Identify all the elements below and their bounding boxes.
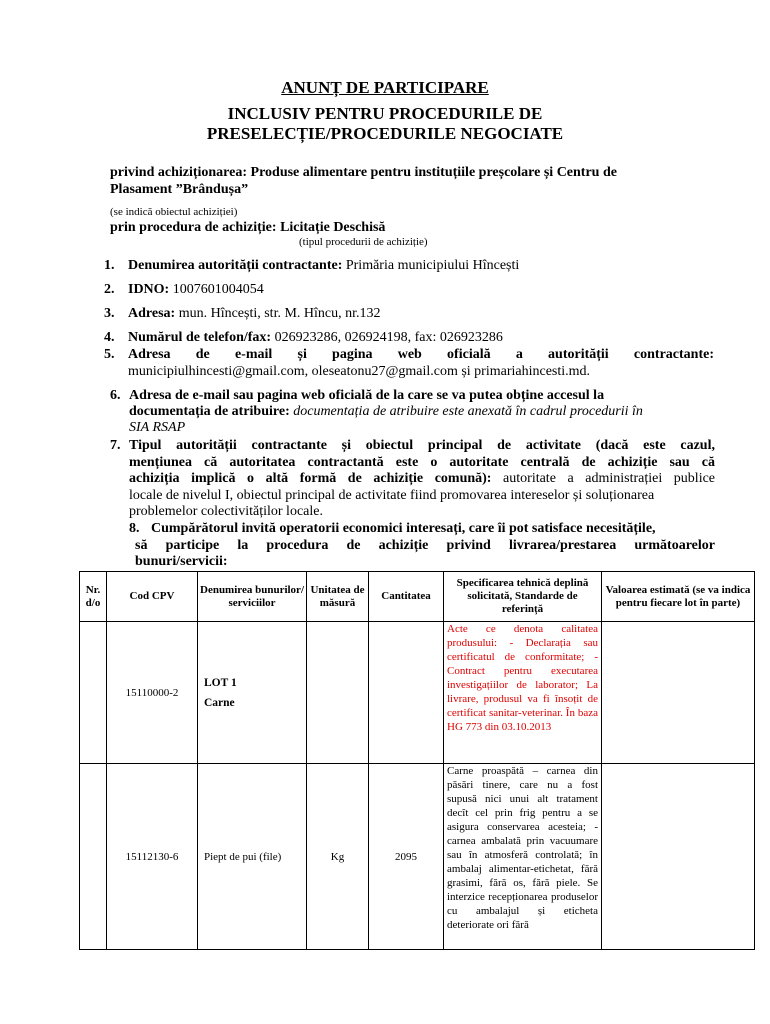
item-1-value: Primăria municipiului Hîncești bbox=[345, 258, 520, 273]
row-1-lot: LOT 1 bbox=[204, 676, 237, 689]
header-qty: Cantitatea bbox=[369, 572, 444, 622]
item-2-number: 2. bbox=[104, 282, 115, 297]
row-1-value bbox=[602, 622, 755, 764]
items-table bbox=[79, 571, 755, 950]
item-5-number: 5. bbox=[104, 347, 115, 362]
procedure-label: prin procedura de achiziție: bbox=[110, 220, 277, 235]
item-7-label-1: Tipul autorității contractante și obiectul principal de activitate (dacă este cazul, bbox=[129, 438, 715, 453]
item-4-value: 026923286, 026924198, fax: 026923286 bbox=[274, 330, 503, 345]
procedure-note: (tipul procedurii de achiziție) bbox=[299, 236, 428, 248]
header-unit: Unitatea de măsură bbox=[307, 572, 369, 622]
item-7-value-2: locale de nivelul I, obiectul principal de activitate fiind promovarea intereselor și soluționarea bbox=[129, 488, 655, 503]
item-5-label: Adresa de e-mail și pagina web oficială a autorității contractante: bbox=[128, 347, 714, 362]
page-subtitle-1: INCLUSIV PENTRU PROCEDURILE DE bbox=[227, 104, 543, 123]
item-7-value-1: autoritate a administrației publice bbox=[503, 471, 716, 486]
header-name: Denumirea bunurilor/ serviciilor bbox=[198, 572, 307, 622]
item-6-value-2: SIA RSAP bbox=[129, 420, 186, 435]
page-title: ANUNȚ DE PARTICIPARE bbox=[281, 78, 489, 97]
header-nr: Nr. d/o bbox=[80, 572, 107, 622]
row-2-value bbox=[602, 764, 755, 950]
item-8-label-2: să participe la procedura de achiziție privind livrarea/prestarea următoarelor bbox=[135, 538, 715, 553]
row-2-qty: 2095 bbox=[369, 764, 444, 950]
item-7-label-3: achiziția implică o altă formă de achiziție comună): bbox=[129, 471, 492, 486]
row-1-qty bbox=[369, 622, 444, 764]
object-line-1: privind achiziționarea: Produse alimentare pentru instituțiile preșcolare și Centru de bbox=[110, 165, 617, 180]
header-spec: Specificarea tehnică deplină solicitată, Standarde de referință bbox=[444, 572, 602, 622]
item-2-label: IDNO: bbox=[128, 282, 170, 297]
row-1-cpv: 15110000-2 bbox=[107, 622, 198, 764]
item-1 bbox=[128, 258, 519, 274]
item-4-label: Numărul de telefon/fax: bbox=[128, 330, 272, 345]
table-header-row bbox=[80, 572, 755, 622]
row-2-nr bbox=[80, 764, 107, 950]
item-3-value: mun. Hîncești, str. M. Hîncu, nr.132 bbox=[178, 306, 381, 321]
procedure-line bbox=[110, 220, 385, 236]
item-6-number: 6. bbox=[110, 388, 121, 403]
row-1-name bbox=[198, 622, 307, 764]
page-subtitle-2: PRESELECȚIE/PROCEDURILE NEGOCIATE bbox=[206, 124, 564, 143]
item-7-label-2: mențiunea că autoritatea contractantă este o autoritate centrală de achiziție sau că bbox=[129, 455, 715, 470]
object-note: (se indică obiectul achiziției) bbox=[110, 206, 238, 218]
item-8-label-3: bunuri/servicii: bbox=[135, 554, 228, 569]
item-8-number: 8. bbox=[129, 521, 140, 536]
table-row bbox=[80, 764, 755, 950]
table-row bbox=[80, 622, 755, 764]
row-2-spec: Carne proaspătă – carnea din păsări tinere, care nu a fost supusă nici unui alt tratament decît cel prin frig pentru a se asigura conservarea acesteia; - carnea ambalată prin vacuumare sau în atmosferă controlată; în ambalaj alimentar-etichetat, fără grasimi, fără os, fără piele. Se interzice recepționarea produselor cu ambalajul și eticheta deteriorate ori fără bbox=[444, 764, 602, 950]
item-3-number: 3. bbox=[104, 306, 115, 321]
item-6-label-2: documentația de atribuire: bbox=[129, 404, 290, 419]
item-6-label-1: Adresa de e-mail sau pagina web oficială de la care se va putea obține accesul la bbox=[129, 388, 605, 403]
row-2-unit: Kg bbox=[307, 764, 369, 950]
item-1-number: 1. bbox=[104, 258, 115, 273]
row-2-cpv: 15112130-6 bbox=[107, 764, 198, 950]
item-6-line-2 bbox=[129, 404, 643, 420]
row-1-nr bbox=[80, 622, 107, 764]
item-7-value-3: problemelor colectivităților locale. bbox=[129, 504, 323, 519]
item-4 bbox=[128, 330, 503, 346]
row-1-category: Carne bbox=[204, 696, 235, 709]
header-value: Valoarea estimată (se va indica pentru fiecare lot în parte) bbox=[602, 572, 755, 622]
item-7-number: 7. bbox=[110, 438, 121, 453]
row-2-name: Piept de pui (file) bbox=[198, 764, 307, 950]
row-1-unit bbox=[307, 622, 369, 764]
item-8-label-1: Cumpărătorul invită operatorii economici interesați, care îi pot satisface necesitățile, bbox=[151, 521, 656, 536]
item-3 bbox=[128, 306, 381, 322]
item-2 bbox=[128, 282, 264, 298]
object-line-2: Plasament ”Brândușa” bbox=[110, 182, 249, 197]
item-6-value-1: documentația de atribuire este anexată în cadrul procedurii în bbox=[293, 404, 643, 419]
row-1-spec: Acte ce denota calitatea produsului: - Declarația sau certificatul de conformitate; - Contract pentru executarea investigațiilor de laborator; La livrare, produsul va fi însoțit de certificat sanitar-veterinar. În baza HG 773 din 03.10.2013 bbox=[444, 622, 602, 764]
procedure-value: Licitație Deschisă bbox=[280, 220, 386, 235]
item-1-label: Denumirea autorității contractante: bbox=[128, 258, 343, 273]
item-5-value: municipiulhincesti@gmail.com, oleseatonu27@gmail.com și primariahincesti.md. bbox=[128, 364, 591, 379]
item-7-line-3 bbox=[129, 471, 715, 487]
item-2-value: 1007601004054 bbox=[172, 282, 264, 297]
item-4-number: 4. bbox=[104, 330, 115, 345]
header-cpv: Cod CPV bbox=[107, 572, 198, 622]
item-3-label: Adresa: bbox=[128, 306, 176, 321]
